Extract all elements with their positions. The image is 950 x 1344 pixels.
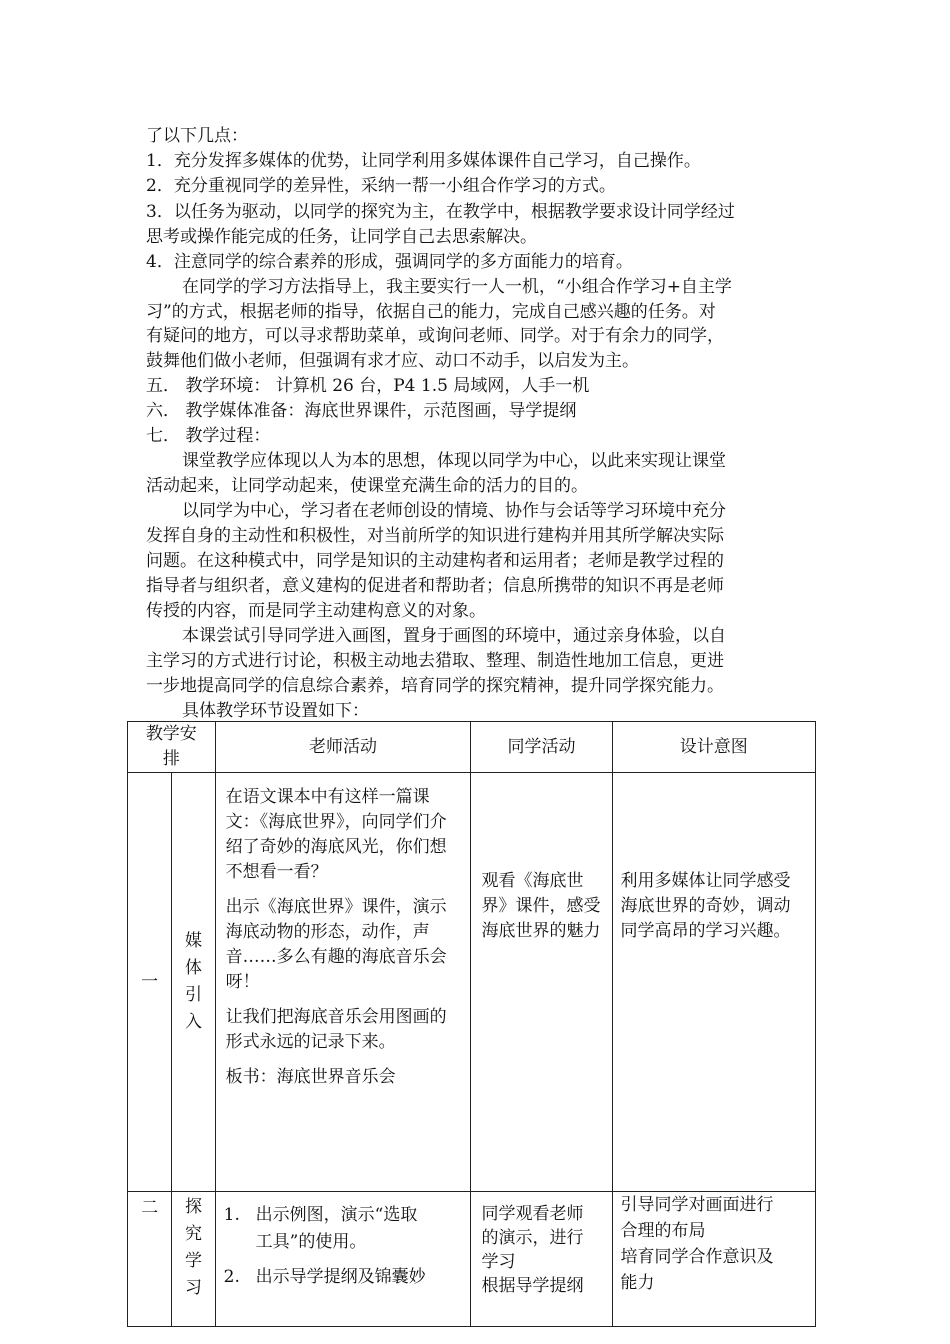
teacher-paragraph: 让我们把海底音乐会用图画的形式永远的记录下来。 (225, 1007, 447, 1052)
stage-name (172, 1192, 215, 1327)
intent-line: 培育同学合作意识及 (620, 1247, 774, 1267)
student-line: 根据导学提纲 (481, 1276, 584, 1296)
body-line: 传授的内容，而是同学主动建构意义的对象。 (146, 601, 486, 621)
teacher-paragraph: 出示《海底世界》课件，演示海底动物的形态，动作，声音……多么有趣的海底音乐会呀！ (225, 897, 447, 992)
list-number: 1. (223, 1205, 240, 1225)
list-text: 出示例图，演示“选取 (255, 1205, 418, 1225)
stage-char: 入 (184, 1012, 202, 1032)
header-arrangement (128, 722, 216, 773)
stage-char: 媒 (184, 931, 202, 951)
body-line: 发挥自身的主动性和积极性，对当前所学的知识进行建构并用其所学解决实际 (146, 526, 724, 546)
student-activity (471, 1192, 612, 1327)
row-number: 二 (128, 1192, 172, 1327)
header-student: 同学活动 (471, 722, 612, 773)
student-line: 学习 (481, 1252, 516, 1272)
stage-char: 习 (184, 1278, 202, 1298)
design-intent: 利用多媒体让同学感受海底世界的奇妙，调动同学高昂的学习兴趣。 (612, 773, 816, 1192)
teacher-activity (215, 1192, 471, 1327)
body-line: 2．充分重视同学的差异性，采纳一帮一小组合作学习的方式。 (146, 176, 616, 196)
teacher-paragraph: 板书：海底世界音乐会 (225, 1067, 396, 1087)
body-line: 了以下几点： (146, 126, 248, 146)
body-line: 习”的方式，根据老师的指导，依据自己的能力，完成自己感兴趣的任务。对 (146, 302, 716, 322)
stage-char: 究 (184, 1224, 202, 1244)
table-row (128, 1192, 816, 1327)
list-number: 2. (223, 1267, 240, 1287)
design-intent (612, 1192, 816, 1327)
teacher-paragraph: 在语文课本中有这样一篇课文：《海底世界》，向同学们介绍了奇妙的海底风光，你们想不想看一看？ (225, 787, 447, 882)
body-line: 1．充分发挥多媒体的优势，让同学利用多媒体课件自己学习，自己操作。 (146, 151, 701, 171)
table-header-row (128, 722, 816, 773)
body-line: 思考或操作能完成的任务，让同学自己去思索解决。 (146, 227, 537, 247)
body-line: 问题。在这种模式中，同学是知识的主动建构者和运用者；老师是教学过程的 (146, 551, 724, 571)
body-line: 4．注意同学的综合素养的形成，强调同学的多方面能力的培育。 (146, 252, 633, 272)
table-row (128, 773, 816, 1192)
teacher-activity (215, 773, 471, 1192)
body-line: 鼓舞他们做小老师，但强调有求才应、动口不动手，以启发为主。 (146, 351, 639, 371)
row-number: 一 (128, 773, 172, 1192)
body-line: 有疑问的地方，可以寻求帮助菜单，或询问老师、同学。对于有余力的同学， (146, 326, 724, 346)
stage-char: 体 (184, 958, 202, 978)
body-line: 3．以任务为驱动，以同学的探究为主，在教学中，根据教学要求设计同学经过 (146, 202, 735, 222)
body-line: 具体教学环节设置如下： (182, 701, 369, 721)
body-line: 在同学的学习方法指导上，我主要实行一人一机，“小组合作学习+自主学 (182, 277, 732, 297)
intent-line: 能力 (620, 1273, 655, 1293)
header-arrangement-line2: 排 (162, 749, 180, 769)
list-item (224, 1202, 463, 1229)
teaching-plan-table (127, 721, 816, 1327)
student-line: 同学观看老师 (481, 1204, 584, 1224)
body-line: 本课尝试引导同学进入画图，置身于画图的环境中，通过亲身体验，以自 (182, 626, 726, 646)
body-line: 活动起来，让同学动起来，使课堂充满生命的活力的目的。 (146, 476, 588, 496)
list-item (224, 1264, 463, 1291)
list-text: 工具”的使用。 (255, 1232, 367, 1252)
header-intent: 设计意图 (612, 722, 816, 773)
student-activity: 观看《海底世界》课件，感受海底世界的魅力 (471, 773, 612, 1192)
intent-line: 合理的布局 (620, 1221, 706, 1241)
student-line: 的演示，进行 (481, 1228, 584, 1248)
intent-line: 引导同学对画面进行 (620, 1195, 774, 1215)
list-text: 出示导学提纲及锦囊妙 (255, 1267, 426, 1287)
stage-char: 探 (184, 1197, 202, 1217)
header-teacher: 老师活动 (215, 722, 471, 773)
body-line: 一步地提高同学的信息综合素养，培育同学的探究精神，提升同学探究能力。 (146, 676, 724, 696)
section-heading: 六． 教学媒体准备：海底世界课件，示范图画，导学提纲 (146, 401, 577, 421)
stage-char: 学 (184, 1251, 202, 1271)
header-arrangement-line1: 教学安 (145, 724, 197, 744)
stage-name (172, 773, 215, 1192)
section-heading: 五． 教学环境： 计算机 26 台，P4 1.5 局域网，人手一机 (146, 376, 590, 396)
body-line: 主学习的方式进行讨论，积极主动地去猎取、整理、制造性地加工信息，更进 (146, 651, 724, 671)
section-heading: 七． 教学过程： (146, 426, 271, 446)
body-line: 以同学为中心，学习者在老师创设的情境、协作与会话等学习环境中充分 (182, 501, 726, 521)
body-line: 课堂教学应体现以人为本的思想，体现以同学为中心，以此来实现让课堂 (182, 451, 726, 471)
stage-char: 引 (184, 985, 202, 1005)
body-line: 指导者与组织者，意义建构的促进者和帮助者；信息所携带的知识不再是老师 (146, 576, 724, 596)
